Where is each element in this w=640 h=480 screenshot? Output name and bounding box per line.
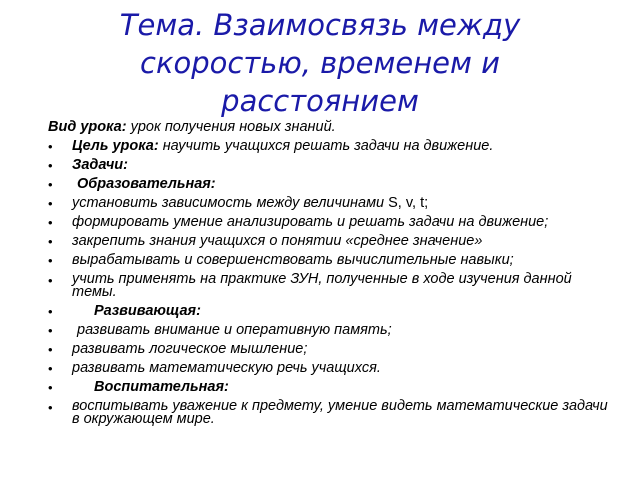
bullet-list: [48, 137, 618, 429]
bullet-icon: •: [48, 273, 53, 288]
item-text: развивать математическую речь учащихся.: [72, 360, 381, 376]
list-item: [48, 359, 618, 378]
list-item: [48, 175, 618, 194]
list-item: [48, 270, 618, 302]
item-text: воспитывать уважение к предмету, умение видеть математические задачи в окружающем мире.: [72, 398, 608, 427]
list-item: [48, 397, 618, 429]
bullet-icon: •: [48, 342, 53, 357]
list-item: [48, 340, 618, 359]
item-text: установить зависимость между величинами: [72, 195, 385, 211]
item-text: развивать логическое мышление;: [72, 341, 308, 357]
slide-title: [40, 6, 600, 120]
bullet-icon: •: [48, 158, 53, 173]
item-text: вырабатывать и совершенствовать вычислительные навыки;: [72, 252, 514, 268]
title-line: расстоянием: [221, 84, 419, 118]
bullet-icon: •: [48, 177, 53, 192]
item-label: Развивающая:: [94, 303, 201, 319]
item-label: Образовательная:: [77, 176, 216, 192]
item-text: закрепить знания учащихся о понятии «среднее значение»: [72, 233, 483, 249]
item-text: учить применять на практике ЗУН, полученные в ходе изучения данной темы.: [72, 271, 572, 300]
bullet-icon: •: [48, 400, 53, 415]
bullet-icon: •: [48, 380, 53, 395]
list-item: [48, 232, 618, 251]
item-text: формировать умение анализировать и решать задачи на движение;: [72, 214, 549, 230]
item-text: развивать внимание и оперативную память;: [77, 322, 392, 338]
bullet-icon: •: [48, 323, 53, 338]
lesson-type-line: [48, 118, 618, 137]
bullet-icon: •: [48, 361, 53, 376]
item-label: Цель урока:: [72, 138, 159, 154]
bullet-icon: •: [48, 139, 53, 154]
bullet-icon: •: [48, 253, 53, 268]
list-item: [48, 156, 618, 175]
bullet-icon: •: [48, 215, 53, 230]
list-item: [48, 302, 618, 321]
item-vars: S, v, t;: [388, 195, 429, 211]
list-item: [48, 321, 618, 340]
bullet-icon: •: [48, 304, 53, 319]
title-line: скоростью, временем и: [140, 46, 500, 80]
title-line: Тема. Взаимосвязь между: [119, 8, 521, 42]
list-item: [48, 378, 618, 397]
list-item: [48, 137, 618, 156]
item-text: научить учащихся решать задачи на движение.: [162, 138, 494, 154]
lesson-type-text: урок получения новых знаний.: [130, 119, 336, 135]
list-item: [48, 194, 618, 213]
item-label: Воспитательная:: [94, 379, 229, 395]
list-item: [48, 251, 618, 270]
lesson-type-label: Вид урока:: [48, 119, 127, 135]
bullet-icon: •: [48, 234, 53, 249]
list-item: [48, 213, 618, 232]
bullet-icon: •: [48, 196, 53, 211]
item-label: Задачи:: [72, 157, 128, 173]
slide-body: [48, 118, 618, 429]
